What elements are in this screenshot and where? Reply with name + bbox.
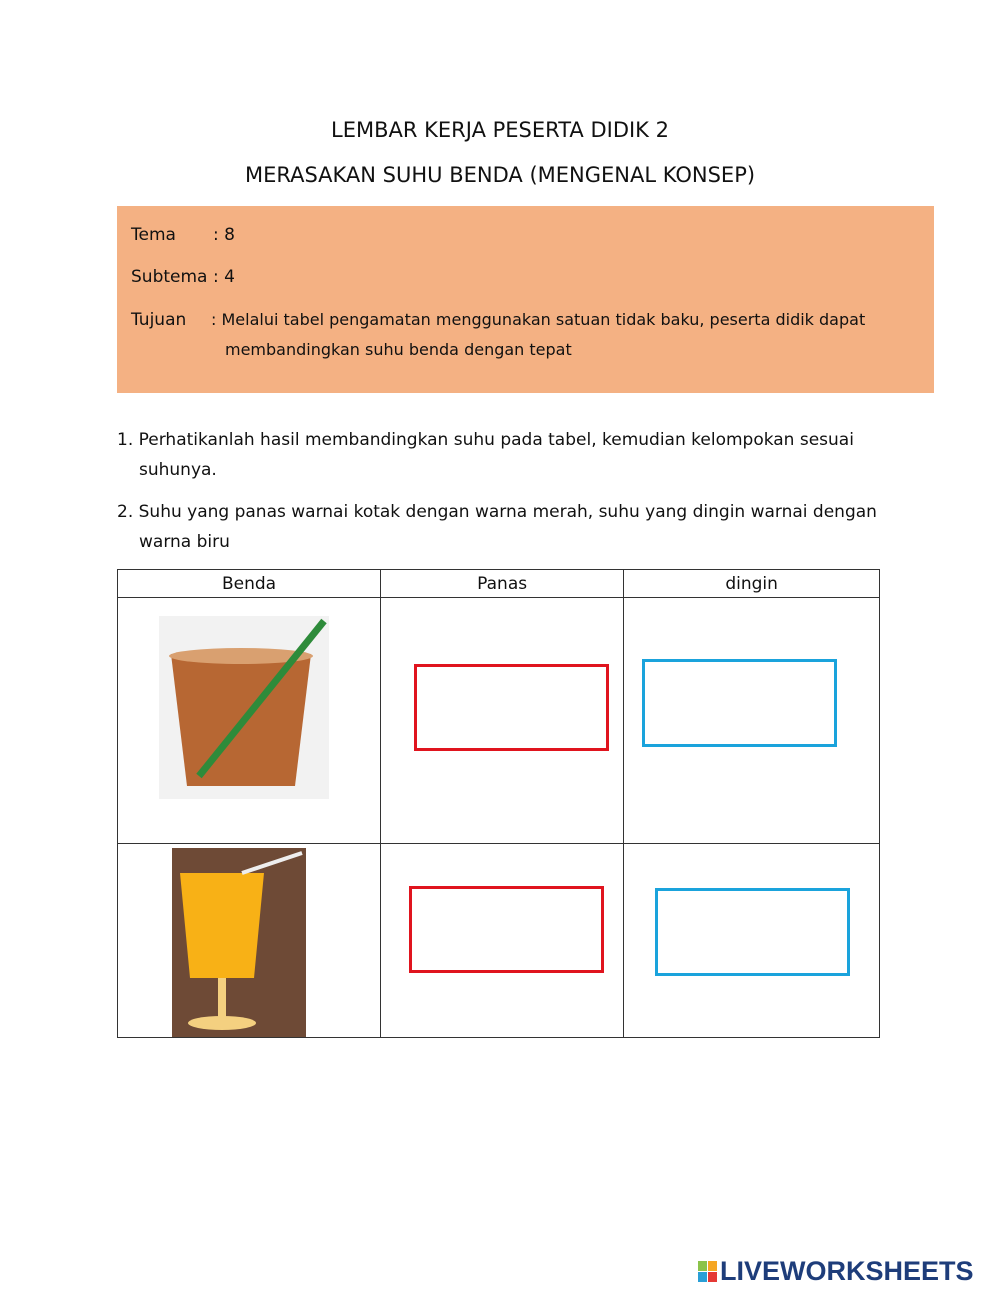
tema-value: : 8 <box>213 225 235 245</box>
header-panas: Panas <box>381 570 624 598</box>
observation-table <box>117 569 880 1038</box>
iced-tea-image <box>159 616 329 799</box>
tujuan-label: Tujuan <box>131 310 187 330</box>
hot-answer-box[interactable] <box>409 886 604 973</box>
logo-icon <box>698 1261 717 1282</box>
tujuan-line1: : Melalui tabel pengamatan menggunakan satuan tidak baku, peserta didik dapat <box>211 310 866 329</box>
table-row <box>118 598 880 844</box>
hot-answer-box[interactable] <box>414 664 609 751</box>
worksheet-subtitle: MERASAKAN SUHU BENDA (MENGENAL KONSEP) <box>244 163 756 187</box>
table-row <box>118 844 880 1038</box>
subtema-label: Subtema <box>131 267 208 287</box>
tujuan-line2: membandingkan suhu benda dengan tepat <box>225 340 572 359</box>
tema-label: Tema <box>131 225 176 245</box>
subtema-value: : 4 <box>213 267 235 287</box>
cold-answer-box[interactable] <box>642 659 837 747</box>
cold-answer-box[interactable] <box>655 888 850 976</box>
instruction-1: 1. Perhatikanlah hasil membandingkan suhu pada tabel, kemudian kelompokan sesuai suhunya. <box>117 430 854 480</box>
header-benda: Benda <box>118 570 381 598</box>
worksheet-title: LEMBAR KERJA PESERTA DIDIK 2 <box>331 118 669 142</box>
header-dingin: dingin <box>624 570 880 598</box>
info-box <box>117 206 934 393</box>
instruction-2: 2. Suhu yang panas warnai kotak dengan warna merah, suhu yang dingin warnai dengan warna biru <box>117 502 877 552</box>
orange-juice-image <box>172 848 306 1037</box>
liveworksheets-logo: LIVEWORKSHEETS <box>698 1256 974 1287</box>
